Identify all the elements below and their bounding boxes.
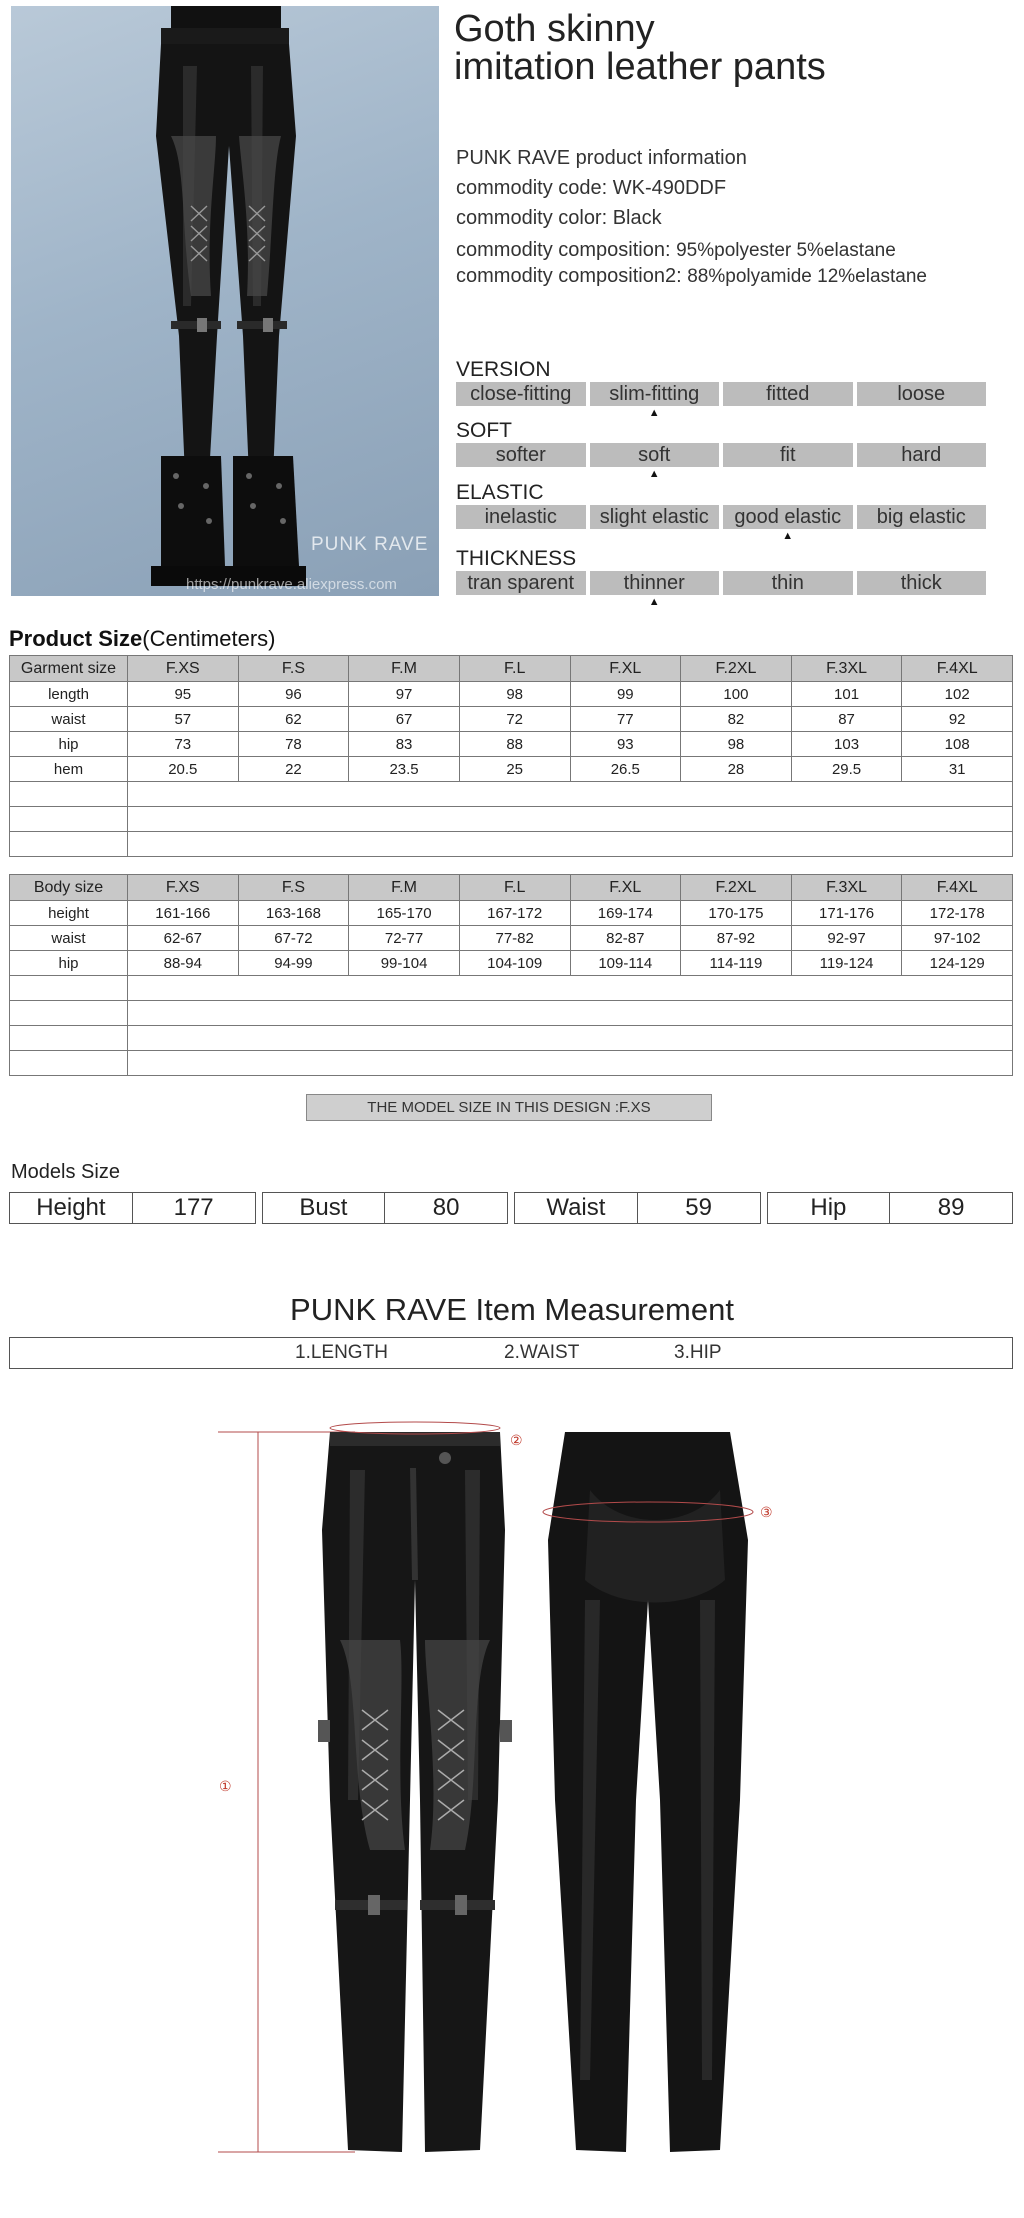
product-photo — [11, 6, 439, 596]
selected-marker — [723, 595, 853, 609]
scale-thickness — [456, 547, 986, 609]
color-value: Black — [612, 207, 662, 229]
garment-header-cell: F.XL — [570, 656, 681, 682]
table-cell: 23.5 — [349, 757, 460, 782]
composition-label: commodity composition: — [456, 239, 671, 261]
models-size-title: Models Size — [11, 1161, 120, 1183]
table-cell: 57 — [128, 707, 239, 732]
scale-option: fitted — [723, 382, 853, 406]
blank-row — [10, 1051, 1013, 1076]
selected-marker — [456, 467, 586, 481]
model-size-note: THE MODEL SIZE IN THIS DESIGN :F.XS — [306, 1094, 712, 1121]
title-line-2: imitation leather pants — [454, 46, 826, 88]
blank-cell — [10, 807, 128, 832]
table-cell: hip — [10, 951, 128, 976]
scale-title: THICKNESS — [456, 547, 577, 570]
product-info — [456, 143, 927, 289]
selected-marker: ▲ — [782, 530, 794, 542]
model-waist — [514, 1192, 761, 1224]
scale-option: close-fitting — [456, 382, 586, 406]
table-row — [10, 732, 1013, 757]
table-cell: waist — [10, 707, 128, 732]
scale-elastic — [456, 481, 986, 543]
info-composition — [456, 237, 927, 263]
table-cell: 26.5 — [570, 757, 681, 782]
table-cell: 100 — [681, 682, 792, 707]
table-cell: height — [10, 901, 128, 926]
table-cell: 72-77 — [349, 926, 460, 951]
table-cell: 109-114 — [570, 951, 681, 976]
body-size-table — [9, 874, 1013, 1076]
table-cell: 101 — [791, 682, 902, 707]
model-hip — [767, 1192, 1014, 1224]
scale-option: thinner — [590, 571, 720, 595]
garment-header-cell: F.S — [238, 656, 349, 682]
table-cell: 83 — [349, 732, 460, 757]
table-cell: 98 — [459, 682, 570, 707]
blank-cell — [128, 807, 1013, 832]
table-row — [10, 682, 1013, 707]
info-composition2 — [456, 263, 927, 289]
model-value: 177 — [173, 1194, 214, 1221]
body-header-cell: F.L — [459, 875, 570, 901]
measurement-length: 1.LENGTH — [295, 1342, 388, 1363]
model-label: Hip — [768, 1193, 891, 1223]
composition2-value: 88%polyamide 12%elastane — [687, 266, 927, 287]
table-row — [10, 901, 1013, 926]
table-cell: 31 — [902, 757, 1013, 782]
garment-header-row — [10, 656, 1013, 682]
blank-cell — [10, 1026, 128, 1051]
blank-cell — [10, 976, 128, 1001]
table-row — [10, 951, 1013, 976]
table-cell: 62 — [238, 707, 349, 732]
scale-option: good elastic — [723, 505, 853, 529]
scale-soft — [456, 419, 986, 481]
product-size-unit: (Centimeters) — [142, 626, 276, 651]
model-bust — [262, 1192, 509, 1224]
table-cell: 170-175 — [681, 901, 792, 926]
table-cell: 82-87 — [570, 926, 681, 951]
table-row — [10, 757, 1013, 782]
table-cell: 72 — [459, 707, 570, 732]
body-header-cell: F.M — [349, 875, 460, 901]
code-label: commodity code: — [456, 177, 608, 199]
body-header-cell: F.4XL — [902, 875, 1013, 901]
table-cell: 95 — [128, 682, 239, 707]
table-cell: 169-174 — [570, 901, 681, 926]
composition-value: 95%polyester 5%elastane — [676, 240, 896, 261]
table-row — [10, 926, 1013, 951]
model-label: Waist — [515, 1193, 638, 1223]
marker-length: ① — [219, 1778, 232, 1794]
table-cell: 28 — [681, 757, 792, 782]
table-cell: 87 — [791, 707, 902, 732]
table-cell: 171-176 — [791, 901, 902, 926]
table-cell: 62-67 — [128, 926, 239, 951]
table-cell: 102 — [902, 682, 1013, 707]
selected-marker — [723, 467, 853, 481]
body-header-cell: F.3XL — [791, 875, 902, 901]
blank-row — [10, 976, 1013, 1001]
scale-option: slight elastic — [590, 505, 720, 529]
table-cell: 78 — [238, 732, 349, 757]
measurement-diagram — [0, 1380, 1024, 2180]
table-cell: 29.5 — [791, 757, 902, 782]
blank-cell — [10, 1051, 128, 1076]
scale-option: slim-fitting — [590, 382, 720, 406]
selected-marker — [456, 595, 586, 609]
blank-row — [10, 782, 1013, 807]
model-height — [9, 1192, 256, 1224]
scale-option: soft — [590, 443, 720, 467]
blank-cell — [128, 1026, 1013, 1051]
blank-cell — [128, 832, 1013, 857]
measurement-waist: 2.WAIST — [504, 1342, 580, 1363]
model-label: Height — [10, 1193, 133, 1223]
table-cell: length — [10, 682, 128, 707]
scale-option: softer — [456, 443, 586, 467]
table-cell: 124-129 — [902, 951, 1013, 976]
scale-option: thin — [723, 571, 853, 595]
scale-title: ELASTIC — [456, 481, 544, 504]
title-line-1: Goth skinny — [454, 8, 655, 50]
product-size-label: Product Size — [9, 626, 143, 651]
blank-row — [10, 807, 1013, 832]
product-title — [454, 10, 826, 86]
table-cell: 96 — [238, 682, 349, 707]
table-cell: 104-109 — [459, 951, 570, 976]
model-value: 59 — [685, 1194, 712, 1221]
table-cell: 163-168 — [238, 901, 349, 926]
body-header-cell: F.XL — [570, 875, 681, 901]
table-cell: 165-170 — [349, 901, 460, 926]
scale-option: fit — [723, 443, 853, 467]
table-cell: 20.5 — [128, 757, 239, 782]
color-label: commodity color: — [456, 207, 608, 229]
model-label: Bust — [263, 1193, 386, 1223]
table-cell: 108 — [902, 732, 1013, 757]
blank-row — [10, 832, 1013, 857]
scale-option: tran sparent — [456, 571, 586, 595]
selected-marker — [456, 406, 586, 420]
blank-row — [10, 1001, 1013, 1026]
watermark-url: https://punkrave.aliexpress.com — [186, 576, 397, 593]
blank-row — [10, 1026, 1013, 1051]
table-cell: 99 — [570, 682, 681, 707]
blank-cell — [128, 782, 1013, 807]
table-cell: waist — [10, 926, 128, 951]
table-cell: 73 — [128, 732, 239, 757]
table-cell: 103 — [791, 732, 902, 757]
scale-title: VERSION — [456, 358, 551, 381]
garment-header-cell: F.3XL — [791, 656, 902, 682]
table-cell: 77-82 — [459, 926, 570, 951]
selected-marker — [857, 595, 987, 609]
blank-cell — [10, 782, 128, 807]
selected-marker — [857, 529, 987, 543]
blank-cell — [128, 1051, 1013, 1076]
garment-size-table — [9, 655, 1013, 857]
code-value: WK-490DDF — [612, 177, 727, 199]
selected-marker — [456, 529, 586, 543]
garment-header-cell: Garment size — [10, 656, 128, 682]
scale-option: big elastic — [857, 505, 987, 529]
table-cell: 67-72 — [238, 926, 349, 951]
table-cell: 167-172 — [459, 901, 570, 926]
body-header-cell: F.2XL — [681, 875, 792, 901]
back-pants — [548, 1432, 748, 2152]
body-header-row — [10, 875, 1013, 901]
selected-marker — [723, 406, 853, 420]
blank-cell — [10, 1001, 128, 1026]
table-cell: 172-178 — [902, 901, 1013, 926]
front-pants — [318, 1432, 512, 2152]
table-cell: 99-104 — [349, 951, 460, 976]
selected-marker — [857, 467, 987, 481]
scale-option: hard — [857, 443, 987, 467]
table-cell: 98 — [681, 732, 792, 757]
model-illustration — [11, 6, 439, 596]
table-row — [10, 707, 1013, 732]
blank-cell — [128, 976, 1013, 1001]
scale-option: thick — [857, 571, 987, 595]
table-cell: 88-94 — [128, 951, 239, 976]
scale-option: loose — [857, 382, 987, 406]
selected-marker: ▲ — [648, 468, 660, 480]
product-size-heading — [9, 626, 276, 652]
watermark-brand: PUNK RAVE — [311, 534, 429, 555]
table-cell: hem — [10, 757, 128, 782]
table-cell: hip — [10, 732, 128, 757]
selected-marker: ▲ — [648, 596, 660, 608]
table-cell: 93 — [570, 732, 681, 757]
table-cell: 92 — [902, 707, 1013, 732]
table-cell: 77 — [570, 707, 681, 732]
body-header-cell: Body size — [10, 875, 128, 901]
body-header-cell: F.XS — [128, 875, 239, 901]
table-cell: 97-102 — [902, 926, 1013, 951]
measurement-hip: 3.HIP — [674, 1342, 722, 1363]
measurement-title: PUNK RAVE Item Measurement — [290, 1292, 734, 1327]
garment-header-cell: F.XS — [128, 656, 239, 682]
garment-header-cell: F.L — [459, 656, 570, 682]
model-value: 89 — [937, 1194, 965, 1221]
table-cell: 119-124 — [791, 951, 902, 976]
body-header-cell: F.S — [238, 875, 349, 901]
blank-cell — [128, 1001, 1013, 1026]
table-cell: 22 — [238, 757, 349, 782]
marker-hip: ③ — [760, 1504, 773, 1520]
table-cell: 161-166 — [128, 901, 239, 926]
scale-title: SOFT — [456, 419, 512, 442]
info-code — [456, 173, 927, 203]
marker-waist: ② — [510, 1432, 523, 1448]
blank-cell — [10, 832, 128, 857]
info-heading: PUNK RAVE product information — [456, 147, 747, 169]
garment-header-cell: F.2XL — [681, 656, 792, 682]
composition2-label: commodity composition2: — [456, 265, 682, 287]
info-color — [456, 203, 927, 233]
selected-marker: ▲ — [648, 407, 660, 419]
table-cell: 114-119 — [681, 951, 792, 976]
scale-version — [456, 358, 986, 420]
table-cell: 25 — [459, 757, 570, 782]
measurement-legend — [9, 1337, 1013, 1369]
scale-option: inelastic — [456, 505, 586, 529]
table-cell: 87-92 — [681, 926, 792, 951]
table-cell: 94-99 — [238, 951, 349, 976]
table-cell: 97 — [349, 682, 460, 707]
garment-header-cell: F.M — [349, 656, 460, 682]
table-cell: 92-97 — [791, 926, 902, 951]
selected-marker — [590, 529, 720, 543]
model-value: 80 — [432, 1194, 460, 1221]
garment-header-cell: F.4XL — [902, 656, 1013, 682]
selected-marker — [857, 406, 987, 420]
table-cell: 82 — [681, 707, 792, 732]
table-cell: 88 — [459, 732, 570, 757]
models-size-row — [9, 1192, 1013, 1224]
table-cell: 67 — [349, 707, 460, 732]
